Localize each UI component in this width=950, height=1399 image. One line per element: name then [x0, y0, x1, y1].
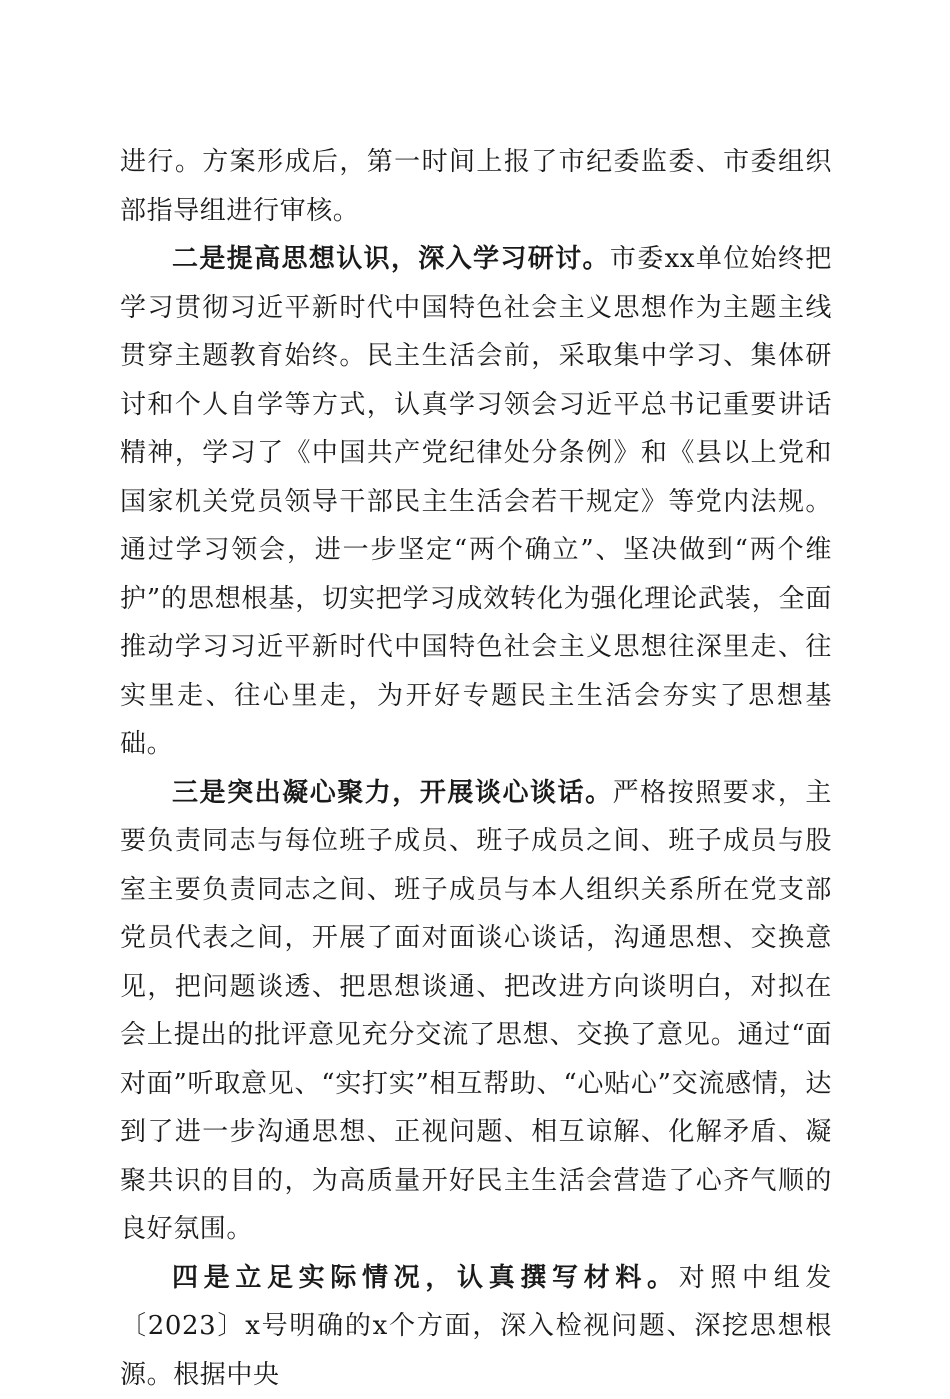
paragraph-body: 进行。方案形成后，第一时间上报了市纪委监委、市委组织部指导组进行审核。: [120, 147, 832, 226]
paragraph-body: 严格按照要求，主要负责同志与每位班子成员、班子成员之间、班子成员与股室主要负责同志之间、班子成员与本人组织关系所在党支部党员代表之间，开展了面对面谈心谈话，沟通思想、交换意见，把问题谈透、把思想谈通、把改进方向谈明白，对拟在会上提出的批评意见充分交流了思想、交换了意见。通过“面对面”听取意见、“实打实”相互帮助、“心贴心”交流感情，达到了进一步沟通思想、正视问题、相互谅解、化解矛盾、凝聚共识的目的，为高质量开好民主生活会营造了心齐气顺的良好氛围。: [120, 778, 832, 1245]
paragraph-lead: 二是提高思想认识，深入学习研讨。: [172, 244, 610, 274]
paragraph-study: [120, 235, 832, 769]
paragraph-body: 市委xx单位始终把学习贯彻习近平新时代中国特色社会主义思想作为主题主线贯穿主题教育始终。民主生活会前，采取集中学习、集体研讨和个人自学等方式，认真学习领会习近平总书记重要讲话精神，学习了《中国共产党纪律处分条例》和《县以上党和国家机关党员领导干部民主生活会若干规定》等党内法规。通过学习领会，进一步坚定“两个确立”、坚决做到“两个维护”的思想根基，切实把学习成效转化为强化理论武装，全面推动学习习近平新时代中国特色社会主义思想往深里走、往实里走、往心里走，为开好专题民主生活会夯实了思想基础。: [120, 244, 832, 759]
paragraph-lead: 三是突出凝心聚力，开展谈心谈话。: [172, 778, 613, 808]
document-body: [120, 138, 832, 1399]
paragraph-continuation: [120, 138, 832, 235]
paragraph-lead: 四是立足实际情况，认真撰写材料。: [172, 1263, 679, 1293]
paragraph-talks: [120, 769, 832, 1254]
paragraph-body: 对照中组发〔2023〕x号明确的x个方面，深入检视问题、深挖思想根源。根据中央: [120, 1263, 832, 1390]
paragraph-materials: [120, 1254, 832, 1399]
